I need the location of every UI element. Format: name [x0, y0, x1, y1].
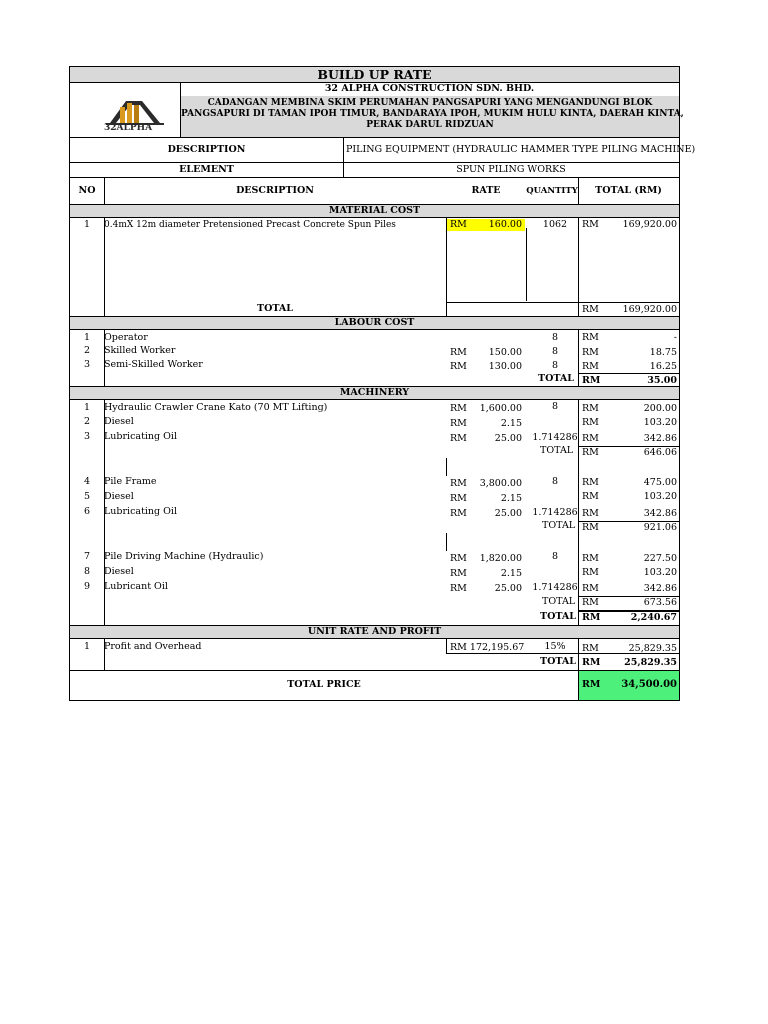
project-line-3: PERAK DARUL RIDZUAN [366, 120, 494, 130]
element-value: SPUN PILING WORKS [456, 164, 566, 175]
machinery-7-rate-currency: RM [450, 553, 467, 564]
company-name: 32 ALPHA CONSTRUCTION SDN. BHD. [324, 83, 535, 94]
material-rate-currency: RM [450, 219, 467, 230]
labour-1-total: - [673, 332, 677, 343]
material-item-total: 169,920.00 [622, 219, 677, 230]
machinery-9-rate: 25.00 [494, 583, 522, 594]
material-total: 169,920.00 [622, 304, 677, 315]
machinery-1-rate: 1,600.00 [479, 403, 522, 414]
machinery-3-total: 342.86 [643, 433, 677, 444]
material-rate: 160.00 [488, 219, 522, 230]
labour-2-currency: RM [582, 347, 599, 358]
labour-total: 35.00 [647, 375, 677, 386]
machinery-group-1-total-currency: RM [582, 447, 599, 458]
machinery-group-3-total: 673.56 [643, 597, 677, 608]
machinery-5-currency: RM [582, 491, 599, 502]
total-price-currency: RM [582, 679, 601, 690]
machinery-grand-total-label: TOTAL [540, 611, 576, 622]
machinery-group-3-total-currency: RM [582, 597, 599, 608]
machinery-2-currency: RM [582, 417, 599, 428]
header-block [70, 83, 684, 138]
profit-heading-row [70, 626, 679, 639]
machinery-6-currency: RM [582, 508, 599, 519]
labour-3-description: Semi-Skilled Worker [104, 359, 203, 370]
material-quantity: 1062 [542, 219, 568, 230]
profit-total: 25,829.35 [624, 657, 677, 668]
machinery-1-quantity: 8 [551, 401, 559, 412]
material-item-no: 1 [83, 219, 91, 230]
material-item-description: 0.4mX 12m diameter Pretensioned Precast Concrete Spun Piles [104, 220, 396, 230]
machinery-6-quantity: 1.714286 [532, 507, 578, 518]
company-logo [100, 93, 180, 139]
machinery-9-rate-currency: RM [450, 583, 467, 594]
total-price-value: 34,500.00 [621, 679, 677, 690]
labour-total-label: TOTAL [538, 373, 574, 384]
labour-1-no: 1 [83, 332, 91, 343]
labour-heading: LABOUR COST [334, 317, 415, 328]
machinery-2-rate: 2.15 [500, 418, 522, 429]
machinery-9-quantity: 1.714286 [532, 582, 578, 593]
project-line-2: PANGSAPURI DI TAMAN IPOH TIMUR, BANDARAYA IPOH, MUKIM HULU KINTA, DAERAH KINTA, [181, 109, 684, 119]
machinery-4-no: 4 [83, 476, 91, 487]
machinery-group-1-total: 646.06 [643, 447, 677, 458]
material-section [70, 218, 679, 317]
description-value: PILING EQUIPMENT (HYDRAULIC HAMMER TYPE PILING MACHINE) [346, 144, 696, 155]
machinery-6-description: Lubricating Oil [104, 506, 178, 517]
labour-1-quantity: 8 [551, 332, 559, 343]
machinery-1-currency: RM [582, 403, 599, 414]
labour-2-description: Skilled Worker [104, 345, 176, 356]
machinery-5-total: 103.20 [643, 491, 677, 502]
labour-1-currency: RM [582, 332, 599, 343]
labour-1-description: Operator [104, 332, 148, 343]
machinery-1-rate-currency: RM [450, 403, 467, 414]
machinery-grand-total-currency: RM [582, 612, 601, 623]
labour-2-rate-currency: RM [450, 347, 467, 358]
machinery-3-rate-currency: RM [450, 433, 467, 444]
machinery-6-total: 342.86 [643, 508, 677, 519]
total-price-row [70, 671, 679, 700]
col-quantity: QUANTITY [526, 186, 578, 196]
total-price-label: TOTAL PRICE [287, 679, 361, 690]
machinery-4-description: Pile Frame [104, 476, 157, 487]
machinery-1-no: 1 [83, 402, 91, 413]
col-description: DESCRIPTION [236, 185, 314, 196]
machinery-5-rate-currency: RM [450, 493, 467, 504]
machinery-grand-total: 2,240.67 [630, 612, 677, 623]
project-line-1: CADANGAN MEMBINA SKIM PERUMAHAN PANGSAPURI YANG MENGANDUNGI BLOK [207, 98, 653, 108]
labour-3-total: 16.25 [649, 361, 677, 372]
col-total: TOTAL (RM) [595, 185, 662, 196]
machinery-6-rate: 25.00 [494, 508, 522, 519]
machinery-6-rate-currency: RM [450, 508, 467, 519]
profit-item-currency: RM [582, 643, 599, 654]
machinery-4-total: 475.00 [643, 477, 677, 488]
machinery-9-description: Lubricant Oil [104, 581, 168, 592]
machinery-7-description: Pile Driving Machine (Hydraulic) [104, 551, 264, 562]
material-total-label: TOTAL [257, 303, 293, 314]
machinery-7-quantity: 8 [551, 551, 559, 562]
material-heading: MATERIAL COST [328, 205, 421, 216]
machinery-2-rate-currency: RM [450, 418, 467, 429]
machinery-9-currency: RM [582, 583, 599, 594]
profit-section [70, 639, 679, 671]
machinery-8-total: 103.20 [643, 567, 677, 578]
machinery-group-1-total-label: TOTAL [540, 445, 574, 456]
machinery-heading: MACHINERY [339, 387, 410, 398]
machinery-group-2-total-currency: RM [582, 522, 599, 533]
element-label: ELEMENT [179, 164, 234, 175]
labour-section [70, 330, 679, 387]
description-label: DESCRIPTION [167, 144, 246, 155]
profit-total-label: TOTAL [540, 656, 576, 667]
labour-3-currency: RM [582, 361, 599, 372]
machinery-1-description: Hydraulic Crawler Crane Kato (70 MT Lifting) [104, 402, 328, 413]
machinery-group-2-total: 921.06 [643, 522, 677, 533]
machinery-3-rate: 25.00 [494, 433, 522, 444]
machinery-9-no: 9 [83, 581, 91, 592]
material-heading-row [70, 205, 679, 218]
machinery-1-total: 200.00 [643, 403, 677, 414]
title-bar [70, 67, 679, 83]
machinery-8-no: 8 [83, 566, 91, 577]
machinery-3-currency: RM [582, 433, 599, 444]
col-rate: RATE [471, 185, 501, 196]
col-no: NO [78, 185, 96, 196]
labour-3-no: 3 [83, 359, 91, 370]
labour-2-quantity: 8 [551, 346, 559, 357]
machinery-group-2-total-label: TOTAL [542, 520, 576, 531]
element-row [70, 163, 679, 178]
labour-3-rate-currency: RM [450, 361, 467, 372]
machinery-7-total: 227.50 [643, 553, 677, 564]
profit-item-no: 1 [83, 641, 91, 652]
machinery-4-currency: RM [582, 477, 599, 488]
machinery-6-no: 6 [83, 506, 91, 517]
column-header-row [70, 178, 679, 205]
material-total-currency-2: RM [582, 304, 599, 315]
labour-heading-row [70, 317, 679, 330]
machinery-5-no: 5 [83, 491, 91, 502]
machinery-8-rate: 2.15 [500, 568, 522, 579]
labour-3-quantity: 8 [551, 360, 559, 371]
labour-2-rate: 150.00 [488, 347, 522, 358]
machinery-3-no: 3 [83, 431, 91, 442]
machinery-5-rate: 2.15 [500, 493, 522, 504]
machinery-heading-row [70, 387, 679, 400]
labour-2-no: 2 [83, 345, 91, 356]
machinery-9-total: 342.86 [643, 583, 677, 594]
build-up-rate-sheet [69, 66, 696, 701]
material-total-currency: RM [582, 219, 599, 230]
profit-total-currency: RM [582, 657, 601, 668]
machinery-4-rate-currency: RM [450, 478, 467, 489]
machinery-3-description: Lubricating Oil [104, 431, 178, 442]
machinery-8-description: Diesel [104, 566, 134, 577]
machinery-7-currency: RM [582, 553, 599, 564]
machinery-2-description: Diesel [104, 416, 134, 427]
machinery-8-rate-currency: RM [450, 568, 467, 579]
profit-item-rate: RM 172,195.67 [450, 642, 525, 653]
machinery-7-rate: 1,820.00 [479, 553, 522, 564]
machinery-4-rate: 3,800.00 [479, 478, 522, 489]
machinery-7-no: 7 [83, 551, 91, 562]
machinery-2-no: 2 [83, 416, 91, 427]
project-title-block [181, 96, 684, 137]
profit-item-total: 25,829.35 [628, 643, 677, 654]
page-title: BUILD UP RATE [317, 67, 432, 82]
labour-3-rate: 130.00 [488, 361, 522, 372]
machinery-8-currency: RM [582, 567, 599, 578]
description-row [70, 138, 696, 163]
profit-item-description: Profit and Overhead [104, 641, 202, 652]
logo-text: 32ALPHA [104, 123, 153, 133]
machinery-section [70, 400, 679, 626]
machinery-3-quantity: 1.714286 [532, 432, 578, 443]
profit-item-quantity: 15% [544, 641, 566, 652]
machinery-4-quantity: 8 [551, 476, 559, 487]
profit-heading: UNIT RATE AND PROFIT [307, 626, 442, 637]
machinery-group-3-total-label: TOTAL [542, 596, 576, 607]
machinery-5-description: Diesel [104, 491, 134, 502]
machinery-2-total: 103.20 [643, 417, 677, 428]
labour-2-total: 18.75 [649, 347, 677, 358]
labour-total-currency: RM [582, 375, 601, 386]
